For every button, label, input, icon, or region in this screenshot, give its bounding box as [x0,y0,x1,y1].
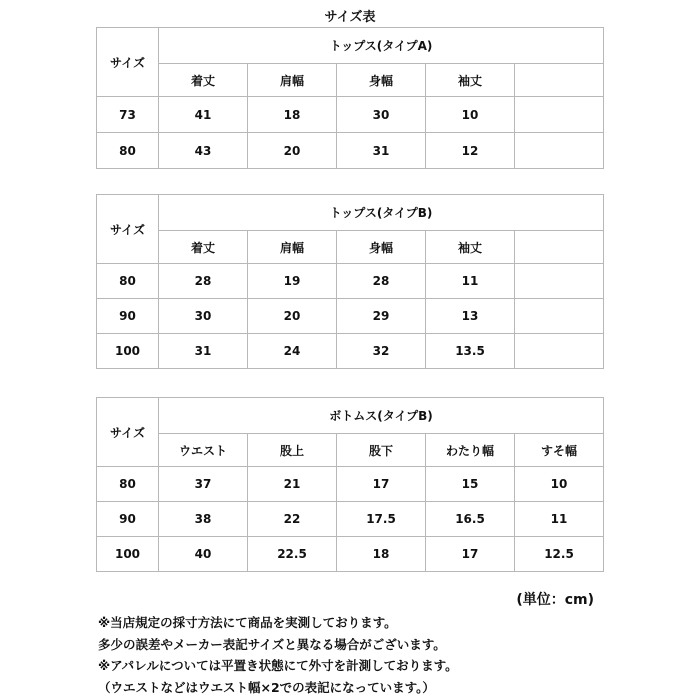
value-cell: 13.5 [426,334,515,369]
column-header: 身幅 [337,231,426,264]
value-cell: 18 [248,97,337,133]
table-row [97,537,604,572]
column-header: ウエスト [159,434,248,467]
table-row [97,502,604,537]
table-row [97,334,604,369]
note-line: 多少の誤差やメーカー表記サイズと異なる場合がございます。 [98,636,446,652]
table-row [97,264,604,299]
value-cell: 43 [159,133,248,169]
table-row [97,299,604,334]
table-row [97,97,604,133]
value-cell: 24 [248,334,337,369]
group-title: トップス(タイプA) [159,28,604,64]
value-cell: 17 [426,537,515,572]
size-cell: 80 [97,133,159,169]
note-line: （ウエストなどはウエスト幅×2での表記になっています。） [98,679,435,695]
value-cell: 10 [515,467,604,502]
value-cell: 40 [159,537,248,572]
value-cell: 17.5 [337,502,426,537]
column-header: 身幅 [337,64,426,97]
value-cell: 30 [337,97,426,133]
value-cell: 30 [159,299,248,334]
value-cell [515,97,604,133]
unit-label: (単位：cm) [516,592,594,608]
column-header: 股下 [337,434,426,467]
column-header: 肩幅 [248,231,337,264]
size-header: サイズ [97,195,159,264]
value-cell: 12 [426,133,515,169]
column-header: すそ幅 [515,434,604,467]
value-cell: 32 [337,334,426,369]
value-cell [515,299,604,334]
value-cell: 10 [426,97,515,133]
value-cell: 28 [337,264,426,299]
value-cell: 17 [337,467,426,502]
value-cell [515,264,604,299]
size-cell: 80 [97,467,159,502]
size-header: サイズ [97,28,159,97]
value-cell: 37 [159,467,248,502]
group-title: トップス(タイプB) [159,195,604,231]
column-header [515,64,604,97]
size-cell: 100 [97,537,159,572]
value-cell: 11 [515,502,604,537]
value-cell: 20 [248,299,337,334]
value-cell: 31 [159,334,248,369]
value-cell [515,334,604,369]
column-header: 袖丈 [426,64,515,97]
column-header [515,231,604,264]
value-cell: 21 [248,467,337,502]
size-cell: 80 [97,264,159,299]
value-cell: 22 [248,502,337,537]
table-row [97,133,604,169]
value-cell: 29 [337,299,426,334]
value-cell: 22.5 [248,537,337,572]
value-cell [515,133,604,169]
value-cell: 19 [248,264,337,299]
value-cell: 16.5 [426,502,515,537]
value-cell: 31 [337,133,426,169]
size-table-tops-b [96,194,604,369]
size-cell: 73 [97,97,159,133]
column-header: 肩幅 [248,64,337,97]
column-header: わたり幅 [426,434,515,467]
page-title: サイズ表 [324,10,376,25]
value-cell: 13 [426,299,515,334]
value-cell: 41 [159,97,248,133]
column-header: 着丈 [159,231,248,264]
column-header: 着丈 [159,64,248,97]
size-header: サイズ [97,398,159,467]
notes-list [98,612,458,698]
size-cell: 90 [97,299,159,334]
size-table-bottoms-b [96,397,604,572]
size-table-tops-a [96,27,604,169]
value-cell: 28 [159,264,248,299]
note-line: ※アパレルについては平置き状態にて外寸を計測しております。 [98,658,458,673]
column-header: 袖丈 [426,231,515,264]
group-title: ボトムス(タイプB) [159,398,604,434]
note-line: ※当店規定の採寸方法にて商品を実測しております。 [98,615,397,630]
size-cell: 90 [97,502,159,537]
value-cell: 15 [426,467,515,502]
value-cell: 18 [337,537,426,572]
size-cell: 100 [97,334,159,369]
column-header: 股上 [248,434,337,467]
value-cell: 11 [426,264,515,299]
value-cell: 20 [248,133,337,169]
table-row [97,467,604,502]
value-cell: 12.5 [515,537,604,572]
value-cell: 38 [159,502,248,537]
